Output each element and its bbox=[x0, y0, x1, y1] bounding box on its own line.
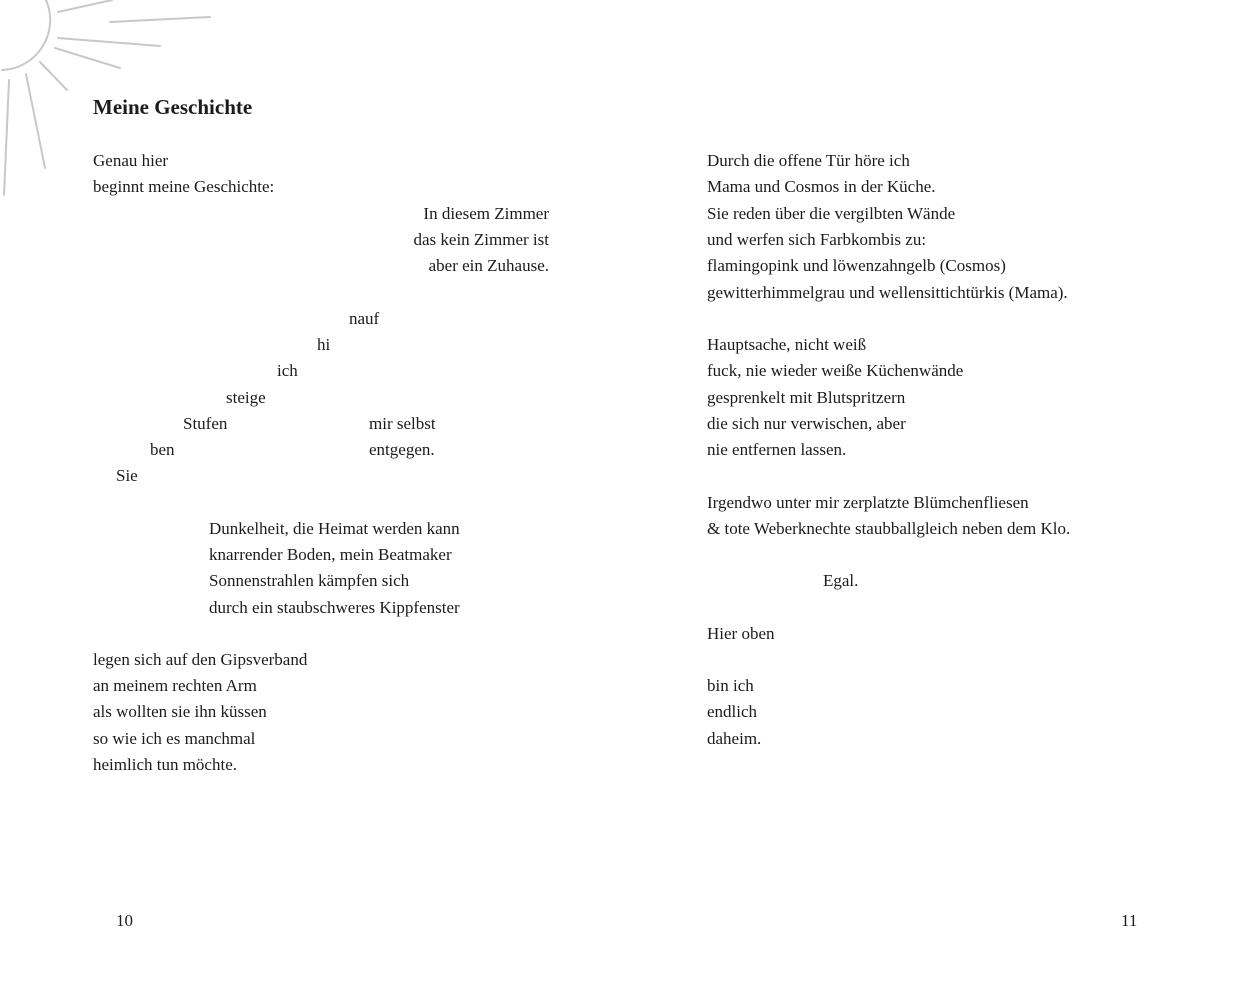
poem-line: Durch die offene Tür höre ich bbox=[707, 151, 910, 170]
poem-line: knarrender Boden, mein Beatmaker bbox=[209, 545, 452, 564]
stair-word: Sie bbox=[116, 466, 138, 485]
poem-line: Sonnenstrahlen kämpfen sich bbox=[209, 571, 410, 590]
stair-word: nauf bbox=[349, 309, 380, 328]
poem-line: gewitterhimmelgrau und wellensittichtürkis (Mama). bbox=[707, 283, 1068, 302]
stair-word: ben bbox=[150, 440, 175, 459]
page-number-left: 10 bbox=[116, 911, 133, 930]
poem-line: beginnt meine Geschichte: bbox=[93, 177, 275, 196]
stair-word: ich bbox=[277, 361, 298, 380]
poem-line: gesprenkelt mit Blutspritzern bbox=[707, 388, 906, 407]
poem-line: als wollten sie ihn küssen bbox=[93, 702, 267, 721]
poem-line: bin ich bbox=[707, 676, 754, 695]
poem-line: fuck, nie wieder weiße Küchenwände bbox=[707, 361, 964, 380]
poem-line: legen sich auf den Gipsverband bbox=[93, 650, 308, 669]
poem-line: nie entfernen lassen. bbox=[707, 440, 847, 459]
page-title: Meine Geschichte bbox=[93, 95, 253, 119]
stair-word: steige bbox=[226, 388, 266, 407]
poem-line: Sie reden über die vergilbten Wände bbox=[707, 204, 956, 223]
poem-line: flamingopink und löwenzahngelb (Cosmos) bbox=[707, 256, 1006, 275]
poem-line: Irgendwo unter mir zerplatzte Blümchenfliesen bbox=[707, 493, 1029, 512]
poem-line: die sich nur verwischen, aber bbox=[707, 414, 906, 433]
poem-line: Genau hier bbox=[93, 151, 169, 170]
poem-line: aber ein Zuhause. bbox=[428, 256, 549, 275]
stair-word: Stufen bbox=[183, 414, 228, 433]
poem-line: Hier oben bbox=[707, 624, 775, 643]
poem-line: das kein Zimmer ist bbox=[413, 230, 549, 249]
poem-line: endlich bbox=[707, 702, 758, 721]
poem-line: und werfen sich Farbkombis zu: bbox=[707, 230, 927, 249]
page-number-right: 11 bbox=[1121, 911, 1138, 930]
poem-line: an meinem rechten Arm bbox=[93, 676, 257, 695]
poem-line: Mama und Cosmos in der Küche. bbox=[707, 177, 936, 196]
poem-line: heimlich tun möchte. bbox=[93, 755, 237, 774]
poem-line: so wie ich es manchmal bbox=[93, 729, 256, 748]
poem-line: Dunkelheit, die Heimat werden kann bbox=[209, 519, 460, 538]
poem-line: In diesem Zimmer bbox=[423, 204, 549, 223]
poem-line: entgegen. bbox=[369, 440, 435, 459]
poem-line: daheim. bbox=[707, 729, 762, 748]
poem-line: & tote Weberknechte staubballgleich neben dem Klo. bbox=[707, 519, 1071, 538]
poem-line: Hauptsache, nicht weiß bbox=[707, 335, 867, 354]
poem-line: Egal. bbox=[823, 571, 859, 590]
poem-line: durch ein staubschweres Kippfenster bbox=[209, 598, 460, 617]
stair-word: hi bbox=[317, 335, 331, 354]
poem-line: mir selbst bbox=[369, 414, 436, 433]
